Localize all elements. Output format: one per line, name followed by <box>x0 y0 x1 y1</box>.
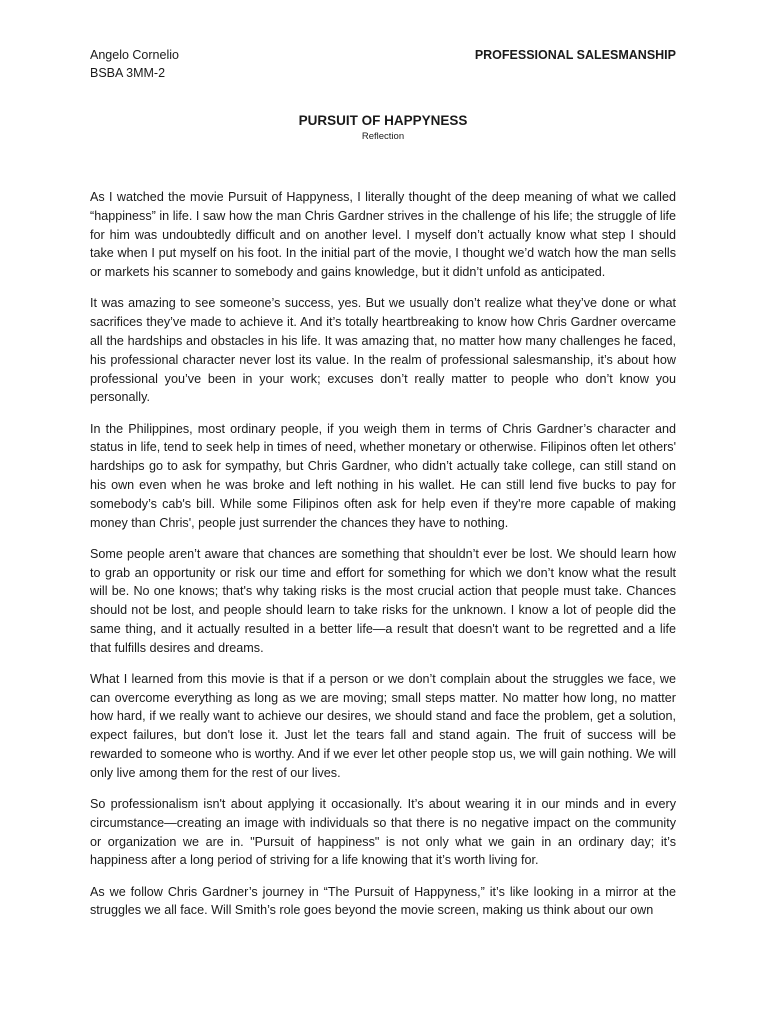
title-block <box>90 112 676 143</box>
paragraph-7: As we follow Chris Gardner’s journey in “The Pursuit of Happyness,” it’s like looking in a mirror at the struggles we all face. Will Smith’s role goes beyond the movie screen, making us think about our own <box>90 884 676 918</box>
course-name: PROFESSIONAL SALESMANSHIP <box>474 48 676 62</box>
paragraph-2: It was amazing to see someone’s success, yes. But we usually don’t realize what they’ve done or what sacrifices they’ve made to achieve it. And it’s totally heartbreaking to know how Chris Gardner overcame all the hardships and obstacles in his life. It was amazing that, no matter how many challenges he faced, his professional character never lost its value. In the realm of professional salesmanship, it’s about how professional you’ve been in your work; excuses don’t really matter to people who don’t know you personally. <box>90 296 676 405</box>
document-title: PURSUIT OF HAPPYNESS <box>298 113 468 128</box>
document-subtitle: Reflection <box>361 131 405 142</box>
paragraph-1: As I watched the movie Pursuit of Happyness, I literally thought of the deep meaning of what we called “happiness” in life. I saw how the man Chris Gardner strives in the challenge of his life; the struggle of life for him was undoubtedly difficult and on another level. I myself don’t actually know what step I should take when I put myself on his foot. In the initial part of the movie, I thought we’d watch how the man sells or markets his scanner to somebody and gains knowledge, but it didn’t unfold as anticipated. <box>90 190 676 280</box>
document-header <box>90 46 676 82</box>
paragraph-6: So professionalism isn't about applying it occasionally. It’s about wearing it in our minds and in every circumstance—creating an image with individuals so that there is no negative impact on the community or organization we are in. "Pursuit of happiness" is not only what we gain in an ordinary day; it’s happiness after a long period of striving for a life knowing that it’s worth living for. <box>90 797 676 868</box>
author-block <box>90 46 179 82</box>
paragraph-5: What I learned from this movie is that if a person or we don’t complain about the struggles we face, we can overcome everything as long as we are moving; small steps matter. No matter how long, no matter how hard, if we really want to achieve our desires, we should stand and face the problem, get a solution, expect failures, but don't lose it. Just let the tears fall and stand again. The fruit of success will be rewarded to someone who is worthy. And if we ever let other people stop us, we will gain nothing. We will only live among them for the rest of our lives. <box>90 671 676 780</box>
author-name: Angelo Cornelio <box>90 48 179 62</box>
section-code: BSBA 3MM-2 <box>90 66 166 80</box>
document-body <box>90 188 676 933</box>
paragraph-3: In the Philippines, most ordinary people, if you weigh them in terms of Chris Gardner’s character and status in life, tend to seek help in times of need, whether monetary or otherwise. Filipinos often let others' hardships go to ask for sympathy, but Chris Gardner, who didn’t actually take college, can still stand on his own even when he was broke and left nothing in his wallet. He can still lend five bucks to pay for somebody’s cab's bill. While some Filipinos often ask for help even if they're more capable of making money than Chris', people just surrender the chances they have to nothing. <box>90 421 676 530</box>
paragraph-4: Some people aren’t aware that chances are something that shouldn’t ever be lost. We should learn how to grab an opportunity or risk our time and effort for something for which we don’t know what the result will be. No one knows; that's why taking risks is the most crucial action that people must take. Chances should not be lost, and people should learn to take risks for the unknown. I know a lot of people did the same thing, and it actually resulted in a better life—a result that doesn't want to be regretted and a life that fulfills desires and dreams. <box>90 546 676 655</box>
